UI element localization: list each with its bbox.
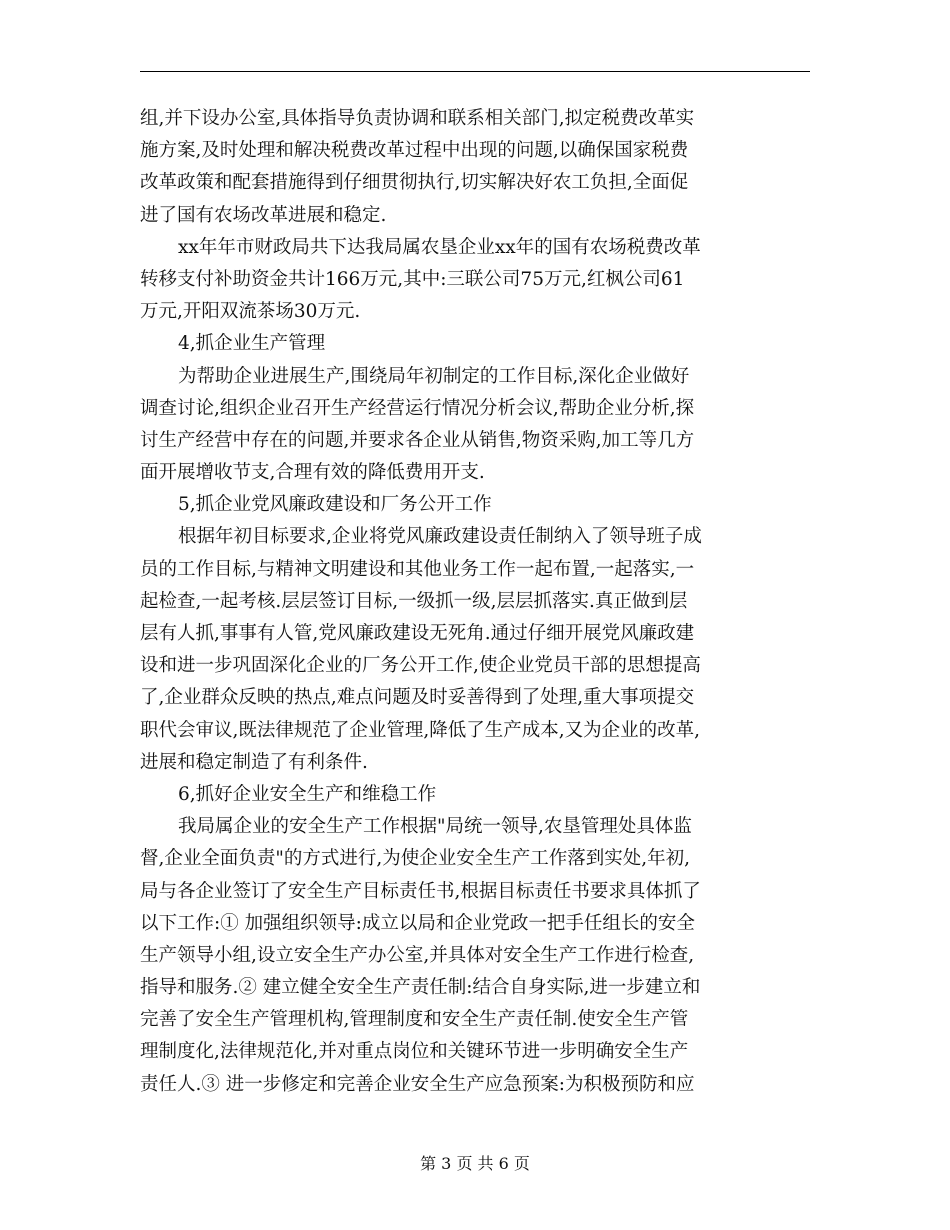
text-line: 指导和服务.② 建立健全安全生产责任制:结合自身实际,进一步建立和 bbox=[140, 977, 701, 999]
text-line: 组,并下设办公室,具体指导负责协调和联系相关部门,拟定税费改革实 bbox=[140, 108, 695, 129]
paragraph-start: 我局属企业的安全生产工作根据"局统一领导,农垦管理处具体监 bbox=[178, 816, 692, 838]
text-line: 完善了安全生产管理机构,管理制度和安全生产责任制.使安全生产管 bbox=[140, 1009, 689, 1031]
text-line: 调查讨论,组织企业召开生产经营运行情况分析会议,帮助企业分析,探 bbox=[140, 397, 695, 419]
text-line: 设和进一步巩固深化企业的厂务公开工作,使企业党员干部的思想提高 bbox=[140, 655, 701, 677]
page-footer: 第 3 页 共 6 页 bbox=[420, 1154, 530, 1173]
text-line: 转移支付补助资金共计166万元,其中:三联公司75万元,红枫公司61 bbox=[140, 268, 685, 290]
text-line: 理制度化,法律规范化,并对重点岗位和关键环节进一步明确安全生产 bbox=[140, 1041, 689, 1063]
text-line: 面开展增收节支,合理有效的降低费用开支. bbox=[140, 462, 485, 484]
header-rule bbox=[140, 71, 810, 72]
text-line: 局与各企业签订了安全生产目标责任书,根据目标责任书要求具体抓了 bbox=[140, 880, 701, 902]
text-line: 以下工作:① 加强组织领导:成立以局和企业党政一把手任组长的安全 bbox=[140, 912, 695, 934]
text-line: 进了国有农场改革进展和稳定. bbox=[140, 204, 387, 226]
section-heading: 6,抓好企业安全生产和维稳工作 bbox=[178, 783, 437, 805]
text-line: 责任人.③ 进一步修定和完善企业安全生产应急预案:为积极预防和应 bbox=[140, 1073, 695, 1095]
paragraph-start: 根据年初目标要求,企业将党风廉政建设责任制纳入了领导班子成 bbox=[178, 526, 702, 548]
text-line: 了,企业群众反映的热点,难点问题及时妥善得到了处理,重大事项提交 bbox=[140, 687, 695, 709]
text-line: 生产领导小组,设立安全生产办公室,并具体对安全生产工作进行检查, bbox=[140, 944, 695, 966]
section-heading: 4,抓企业生产管理 bbox=[178, 333, 326, 355]
text-line: 进展和稳定制造了有利条件. bbox=[140, 751, 368, 773]
document-body bbox=[140, 103, 810, 1101]
text-line: 督,企业全面负责"的方式进行,为使企业安全生产工作落到实处,年初, bbox=[140, 848, 691, 870]
text-line: 职代会审议,既法律规范了企业管理,降低了生产成本,又为企业的改革, bbox=[140, 719, 701, 741]
text-line: 万元,开阳双流茶场30万元. bbox=[140, 301, 361, 323]
text-line: 施方案,及时处理和解决税费改革过程中出现的问题,以确保国家税费 bbox=[140, 140, 689, 162]
section-heading: 5,抓企业党风廉政建设和厂务公开工作 bbox=[178, 494, 492, 516]
text-line: 讨生产经营中存在的问题,并要求各企业从销售,物资采购,加工等几方 bbox=[140, 429, 695, 451]
text-line: 层有人抓,事事有人管,党风廉政建设无死角.通过仔细开展党风廉政建 bbox=[140, 623, 695, 644]
paragraph-start: 为帮助企业进展生产,围绕局年初制定的工作目标,深化企业做好 bbox=[178, 365, 690, 387]
text-line: 员的工作目标,与精神文明建设和其他业务工作一起布置,一起落实,一 bbox=[140, 558, 695, 580]
paragraph-start: xx年年市财政局共下达我局属农垦企业xx年的国有农场税费改革 bbox=[178, 236, 701, 258]
text-line: 改革政策和配套措施得到仔细贯彻执行,切实解决好农工负担,全面促 bbox=[140, 172, 689, 194]
text-line: 起检查,一起考核.层层签订目标,一级抓一级,层层抓落实.真正做到层 bbox=[140, 590, 688, 612]
